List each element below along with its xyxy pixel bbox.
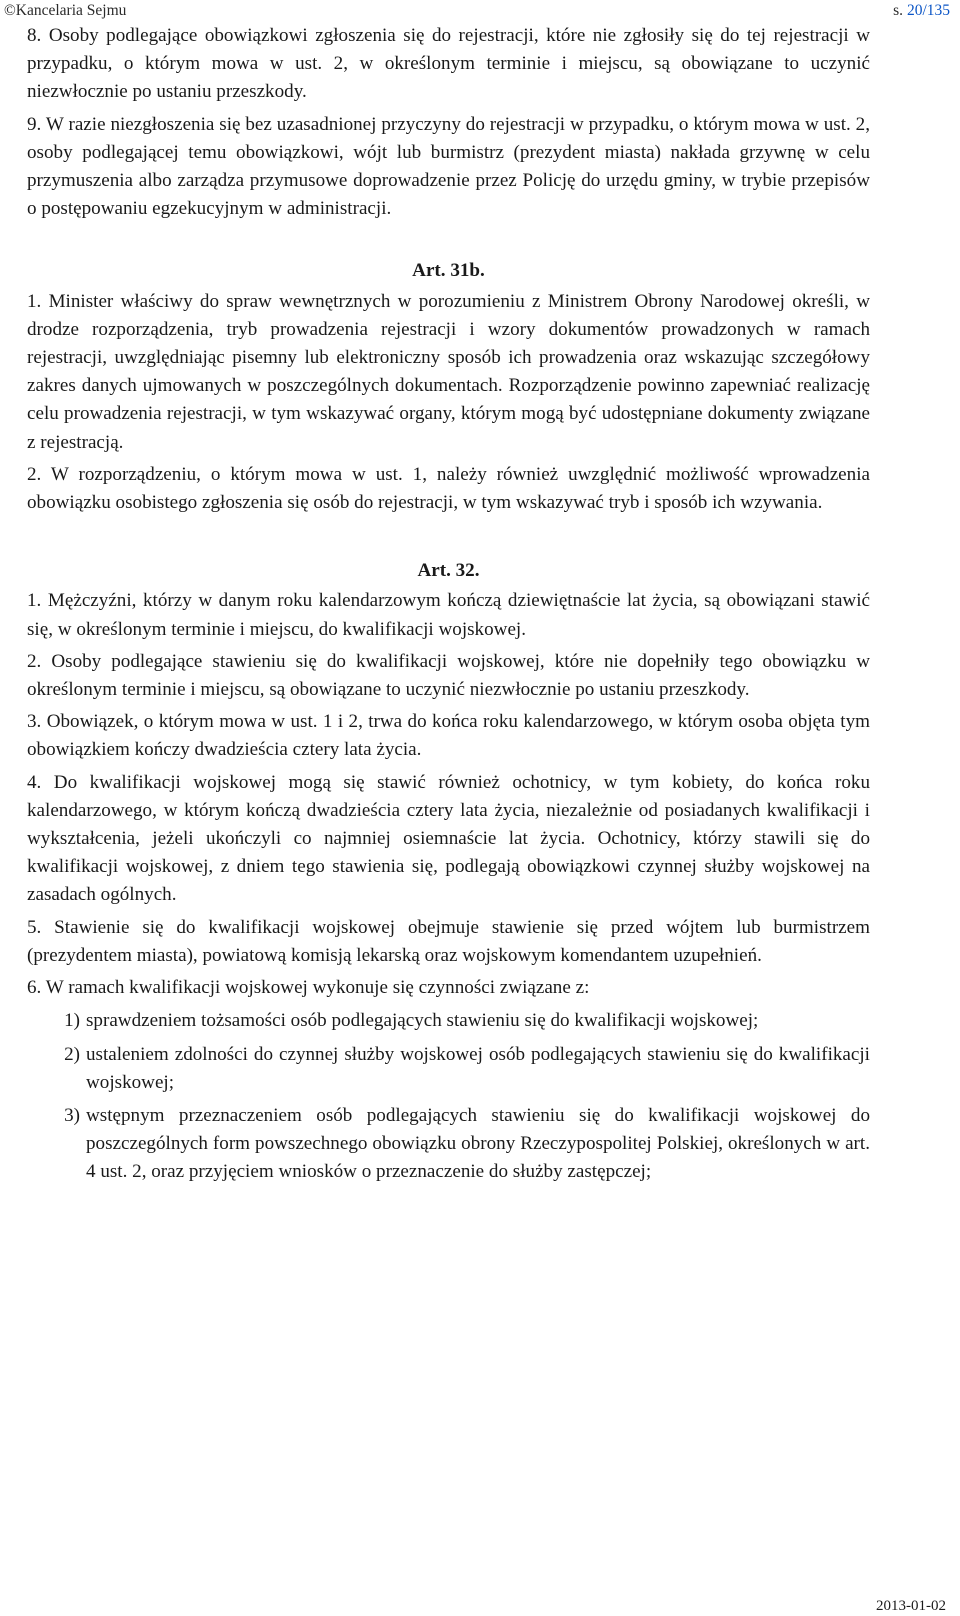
- page-prefix: s.: [893, 2, 907, 19]
- list-item-text: sprawdzeniem tożsamości osób podlegających stawieniu się do kwalifikacji wojskowej;: [86, 1010, 759, 1032]
- art32-paragraph-4: 4. Do kwalifikacji wojskowej mogą się stawić również ochotnicy, w tym kobiety, do końca roku kalendarzowego, w którym kończą dwadzieścia cztery lata życia, niezależnie od posiadanych kwalifikacji i wykształcenia, jeżeli ukończyli co najmniej osiemnaście lat życia. Ochotnicy, którzy stawili się do kwalifikacji wojskowej, z dniem tego stawienia się, podlegają obowiązkowi czynnej służby wojskowej na zasadach ogólnych.: [27, 771, 870, 906]
- list-item: [27, 1102, 870, 1187]
- page-header: [0, 0, 960, 22]
- art31b-paragraph-2: 2. W rozporządzeniu, o którym mowa w ust. 1, należy również uwzględnić możliwość wprowadzenia obowiązku osobistego zgłoszenia się osób do rejestracji, w tym wskazywać tryb i sposób ich wzywania.: [27, 463, 870, 514]
- list-item-number: 2): [64, 1043, 80, 1065]
- document-body: [27, 22, 870, 1187]
- paragraph-9: 9. W razie niezgłoszenia się bez uzasadnionej przyczyny do rejestracji w przypadku, o którym mowa w ust. 2, osoby podlegającej temu obowiązkowi, wójt lub burmistrz (prezydent miasta) nakłada grzywnę w celu przymuszenia albo zarządza przymusowe doprowadzenie przez Policję do urzędu gminy, w trybie przepisów o postępowaniu egzekucyjnym w administracji.: [27, 113, 870, 220]
- page-number-link[interactable]: 20/135: [906, 2, 950, 19]
- art32-paragraph-3: 3. Obowiązek, o którym mowa w ust. 1 i 2, trwa do końca roku kalendarzowego, w którym osoba objęta tym obowiązkiem kończy dwadzieścia cztery lata życia.: [27, 711, 870, 761]
- paragraph-8: 8. Osoby podlegające obowiązkowi zgłoszenia się do rejestracji, które nie zgłosiły się do tej rejestracji w przypadku, o którym mowa w ust. 2, w określonym terminie i miejscu, są obowiązane to uczynić niezwłocznie po ustaniu przeszkody.: [27, 25, 870, 103]
- list-item-text: ustaleniem zdolności do czynnej służby wojskowej osób podlegających stawieniu się do kwalifikacji wojskowej;: [86, 1043, 870, 1093]
- article-31b-title: Art. 31b.: [412, 260, 485, 282]
- list-item-text: wstępnym przeznaczeniem osób podlegających stawieniu się do kwalifikacji wojskowej do poszczególnych form powszechnego obowiązku obrony Rzeczypospolitej Polskiej, określonych w art. 4 ust. 2, oraz przyjęciem wniosków o przeznaczenie do służby zastępczej;: [86, 1104, 870, 1183]
- list-item: [27, 1041, 870, 1097]
- list-item-number: 3): [64, 1104, 80, 1126]
- art32-paragraph-1: 1. Mężczyźni, którzy w danym roku kalendarzowym kończą dziewiętnaście lat życia, są obowiązani stawić się, w określonym terminie i miejscu, do kwalifikacji wojskowej.: [27, 590, 870, 640]
- art32-paragraph-6: 6. W ramach kwalifikacji wojskowej wykonuje się czynności związane z:: [27, 977, 590, 999]
- article-32-title: Art. 32.: [417, 560, 480, 582]
- list-item-number: 1): [64, 1010, 80, 1032]
- list-item: [27, 1007, 870, 1035]
- art32-paragraph-5: 5. Stawienie się do kwalifikacji wojskowej obejmuje stawienie się przed wójtem lub burmistrzem (prezydentem miasta), powiatową komisją lekarską oraz wojskowym komendantem uzupełnień.: [27, 916, 870, 966]
- footer-date: 2013-01-02: [876, 1598, 946, 1614]
- page-number: [893, 0, 950, 22]
- art31b-paragraph-1: 1. Minister właściwy do spraw wewnętrznych w porozumieniu z Ministrem Obrony Narodowej określi, w drodze rozporządzenia, tryb prowadzenia rejestracji i wzory dokumentów prowadzonych w ramach rejestracji, uwzględniając pisemny lub elektroniczny sposób ich prowadzenia oraz wskazując szczegółowy zakres danych ujmowanych w poszczególnych dokumentach. Rozporządzenie powinno zapewniać realizację celu prowadzenia rejestracji, w tym wskazywać organy, którym mogą być udostępniane dokumenty związane z rejestracją.: [27, 290, 870, 453]
- source-label: ©Kancelaria Sejmu: [4, 2, 127, 19]
- art32-paragraph-2: 2. Osoby podlegające stawieniu się do kwalifikacji wojskowej, które nie dopełniły tego obowiązku w określonym terminie i miejscu, są obowiązane to uczynić niezwłocznie po ustaniu przeszkody.: [27, 650, 870, 701]
